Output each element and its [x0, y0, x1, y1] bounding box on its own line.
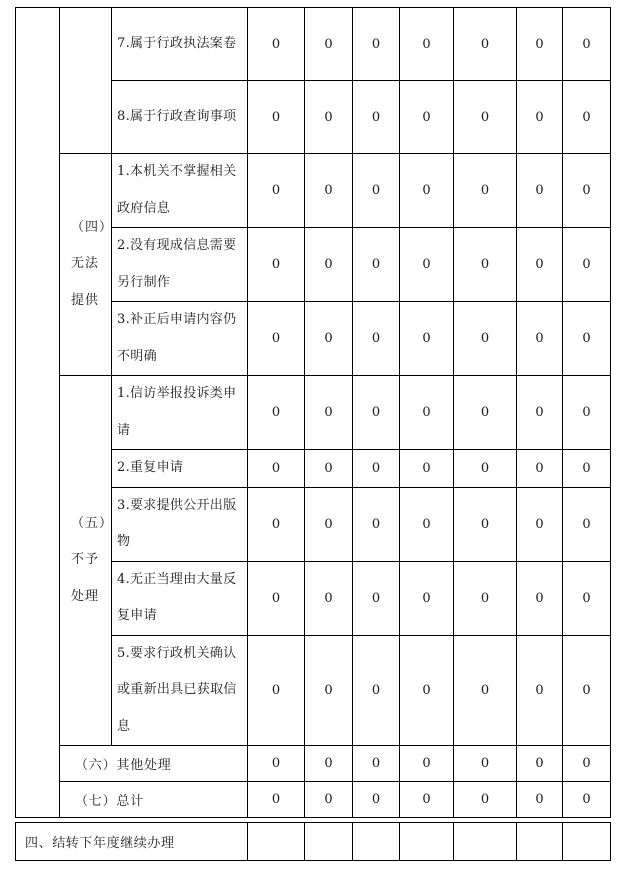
value-cell [454, 823, 517, 861]
value-cell: 0 [454, 746, 517, 782]
value-cell: 0 [248, 561, 305, 635]
value-cell: 0 [248, 154, 305, 228]
value-cell: 0 [517, 154, 563, 228]
value-cell: 0 [400, 376, 454, 450]
carryover-table [15, 822, 611, 861]
value-cell: 0 [248, 487, 305, 561]
value-cell: 0 [454, 561, 517, 635]
table-row [16, 782, 611, 818]
value-cell: 0 [353, 228, 400, 302]
value-cell: 0 [353, 561, 400, 635]
value-cell: 0 [305, 450, 353, 488]
statistics-table [15, 7, 611, 818]
row-label: 4.无正当理由大量反复申请 [112, 561, 248, 635]
row-label: 2.没有现成信息需要另行制作 [112, 228, 248, 302]
value-cell: 0 [400, 487, 454, 561]
value-cell: 0 [400, 561, 454, 635]
row-label: （七）总计 [60, 782, 248, 818]
value-cell: 0 [353, 782, 400, 818]
prev-group-cell [60, 8, 112, 154]
value-cell: 0 [353, 746, 400, 782]
value-cell: 0 [517, 635, 563, 746]
value-cell: 0 [248, 81, 305, 154]
table-row [16, 154, 611, 228]
value-cell: 0 [353, 154, 400, 228]
value-cell: 0 [353, 302, 400, 376]
group-label-not-processed: （五）不予处理 [60, 376, 112, 746]
value-cell [563, 823, 611, 861]
row-label: 3.要求提供公开出版物 [112, 487, 248, 561]
carryover-label: 四、结转下年度继续办理 [16, 823, 248, 861]
value-cell: 0 [563, 635, 611, 746]
value-cell [517, 823, 563, 861]
value-cell: 0 [248, 228, 305, 302]
value-cell: 0 [517, 376, 563, 450]
value-cell: 0 [563, 81, 611, 154]
value-cell: 0 [563, 376, 611, 450]
value-cell: 0 [353, 376, 400, 450]
value-cell: 0 [454, 8, 517, 81]
value-cell: 0 [400, 302, 454, 376]
row-label: （六）其他处理 [60, 746, 248, 782]
value-cell: 0 [248, 376, 305, 450]
value-cell: 0 [517, 81, 563, 154]
value-cell: 0 [454, 450, 517, 488]
row-label: 1.本机关不掌握相关政府信息 [112, 154, 248, 228]
table-row [16, 746, 611, 782]
value-cell: 0 [454, 154, 517, 228]
value-cell: 0 [353, 81, 400, 154]
value-cell: 0 [248, 302, 305, 376]
value-cell: 0 [517, 450, 563, 488]
value-cell: 0 [400, 228, 454, 302]
value-cell: 0 [454, 376, 517, 450]
value-cell: 0 [454, 487, 517, 561]
value-cell: 0 [305, 228, 353, 302]
value-cell: 0 [305, 635, 353, 746]
value-cell: 0 [400, 782, 454, 818]
value-cell: 0 [248, 8, 305, 81]
value-cell [400, 823, 454, 861]
value-cell: 0 [248, 746, 305, 782]
value-cell [248, 823, 305, 861]
table-row [16, 823, 611, 861]
outer-blank-cell [16, 8, 60, 818]
value-cell: 0 [563, 8, 611, 81]
row-label: 2.重复申请 [112, 450, 248, 488]
value-cell: 0 [517, 487, 563, 561]
value-cell: 0 [305, 154, 353, 228]
value-cell: 0 [305, 376, 353, 450]
value-cell: 0 [400, 154, 454, 228]
value-cell: 0 [248, 635, 305, 746]
value-cell: 0 [248, 450, 305, 488]
value-cell: 0 [454, 782, 517, 818]
row-label: 8.属于行政查询事项 [112, 81, 248, 154]
value-cell: 0 [353, 487, 400, 561]
value-cell: 0 [517, 228, 563, 302]
value-cell: 0 [248, 782, 305, 818]
value-cell: 0 [563, 782, 611, 818]
value-cell: 0 [454, 228, 517, 302]
value-cell: 0 [563, 746, 611, 782]
value-cell: 0 [353, 450, 400, 488]
value-cell: 0 [400, 635, 454, 746]
value-cell: 0 [305, 561, 353, 635]
value-cell: 0 [563, 154, 611, 228]
value-cell: 0 [517, 8, 563, 81]
value-cell [305, 823, 353, 861]
value-cell: 0 [563, 228, 611, 302]
value-cell: 0 [400, 746, 454, 782]
value-cell: 0 [400, 81, 454, 154]
value-cell: 0 [517, 782, 563, 818]
value-cell: 0 [517, 302, 563, 376]
row-label: 5.要求行政机关确认或重新出具已获取信息 [112, 635, 248, 746]
row-label: 1.信访举报投诉类申请 [112, 376, 248, 450]
value-cell: 0 [305, 81, 353, 154]
value-cell: 0 [305, 746, 353, 782]
value-cell: 0 [563, 302, 611, 376]
value-cell: 0 [305, 487, 353, 561]
value-cell: 0 [517, 561, 563, 635]
value-cell: 0 [563, 450, 611, 488]
table-row [16, 376, 611, 450]
value-cell: 0 [305, 302, 353, 376]
value-cell: 0 [305, 8, 353, 81]
value-cell: 0 [400, 450, 454, 488]
value-cell: 0 [353, 635, 400, 746]
value-cell: 0 [454, 635, 517, 746]
row-label: 7.属于行政执法案卷 [112, 8, 248, 81]
value-cell: 0 [563, 487, 611, 561]
value-cell: 0 [353, 8, 400, 81]
value-cell [353, 823, 400, 861]
row-label: 3.补正后申请内容仍不明确 [112, 302, 248, 376]
value-cell: 0 [563, 561, 611, 635]
value-cell: 0 [517, 746, 563, 782]
value-cell: 0 [454, 81, 517, 154]
table-row [16, 8, 611, 81]
value-cell: 0 [454, 302, 517, 376]
group-label-cannot-provide: （四）无法提供 [60, 154, 112, 376]
value-cell: 0 [305, 782, 353, 818]
value-cell: 0 [400, 8, 454, 81]
